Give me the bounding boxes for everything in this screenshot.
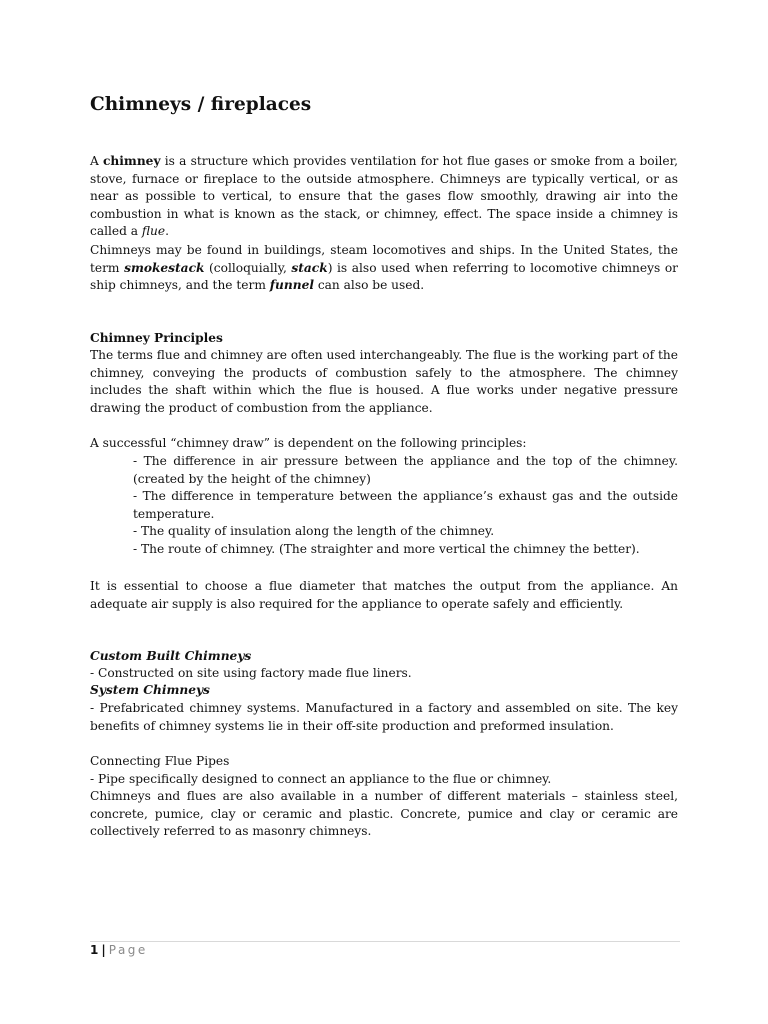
text-connecting-flue-pipes: - Pipe specifically designed to connect an appliance to the flue or chimney. — [90, 772, 552, 786]
term-stack: stack — [291, 260, 328, 275]
page-footer — [90, 943, 148, 957]
footer-separator: | — [101, 943, 106, 957]
heading-chimney-principles: Chimney Principles — [90, 331, 223, 345]
text-run: ) is also used when referring to locomotive chimneys or ship chimneys, and the term — [90, 260, 678, 293]
term-flue: flue — [141, 224, 166, 239]
text-run: Chimneys may be found in buildings, steam locomotives and ships. In the United States, the term — [90, 243, 678, 275]
paragraph-chimney-uses — [90, 242, 678, 295]
text-system-chimneys: - Prefabricated chimney systems. Manufactured in a factory and assembled on site. The key benefits of chimney systems lie in their off-site production and preformed insulation. — [90, 701, 678, 733]
paragraph-materials: Chimneys and flues are also available in a number of different materials – stainless steel, concrete, pumice, clay or ceramic and plastic. Concrete, pumice and clay or ceramic are collectively referred to as masonry chimneys. — [90, 789, 678, 839]
page-title: Chimneys / fireplaces — [90, 94, 312, 115]
list-item: - The difference in temperature between the appliance’s exhaust gas and the outside temperature. — [133, 489, 678, 521]
term-funnel: funnel — [269, 278, 314, 293]
list-item: - The quality of insulation along the length of the chimney. — [133, 524, 495, 539]
page-number: 1 — [90, 943, 99, 957]
paragraph-chimney-draw-intro: A successful “chimney draw” is dependent on the following principles: — [90, 436, 527, 450]
text-run: is a structure which provides ventilation for hot flue gases or smoke from a boiler, stove, furnace or fireplace to the outside atmosphere. Chimneys are typically vertical, or as near as possible to vertical, to ensure that the gases flow smoothly, drawing air into the combustion in what is known as the stack, or chimney, effect. The space inside a chimney is called a — [90, 154, 678, 239]
heading-connecting-flue-pipes: Connecting Flue Pipes — [90, 754, 230, 768]
paragraph-flue-diameter: It is essential to choose a flue diameter that matches the output from the appliance. An adequate air supply is also required for the appliance to operate safely and efficiently. — [90, 579, 678, 611]
text-custom-built-chimneys: - Constructed on site using factory made flue liners. — [90, 666, 412, 680]
paragraph-chimney-definition — [90, 153, 678, 241]
term-smokestack: smokestack — [124, 260, 205, 275]
principles-list — [133, 453, 678, 559]
text-run: A — [90, 154, 104, 168]
list-item: - The difference in air pressure between the appliance and the top of the chimney. (created by the height of the chimney) — [133, 454, 678, 486]
paragraph-flue-definition: The terms flue and chimney are often used interchangeably. The flue is the working part of the chimney, conveying the products of combustion safely to the atmosphere. The chimney includes the shaft within which the flue is housed. A flue works under negative pressure drawing the product of combustion from the appliance. — [90, 348, 678, 415]
text-run: can also be used. — [313, 278, 425, 293]
text-run: (colloquially, — [204, 260, 292, 275]
heading-custom-built-chimneys: Custom Built Chimneys — [90, 649, 252, 663]
term-chimney: chimney — [103, 154, 161, 168]
footer-divider — [90, 941, 680, 942]
text-run: . — [165, 224, 169, 239]
list-item: - The route of chimney. (The straighter and more vertical the chimney the better). — [133, 541, 640, 556]
page-label: Page — [108, 943, 148, 957]
heading-system-chimneys: System Chimneys — [90, 683, 210, 697]
